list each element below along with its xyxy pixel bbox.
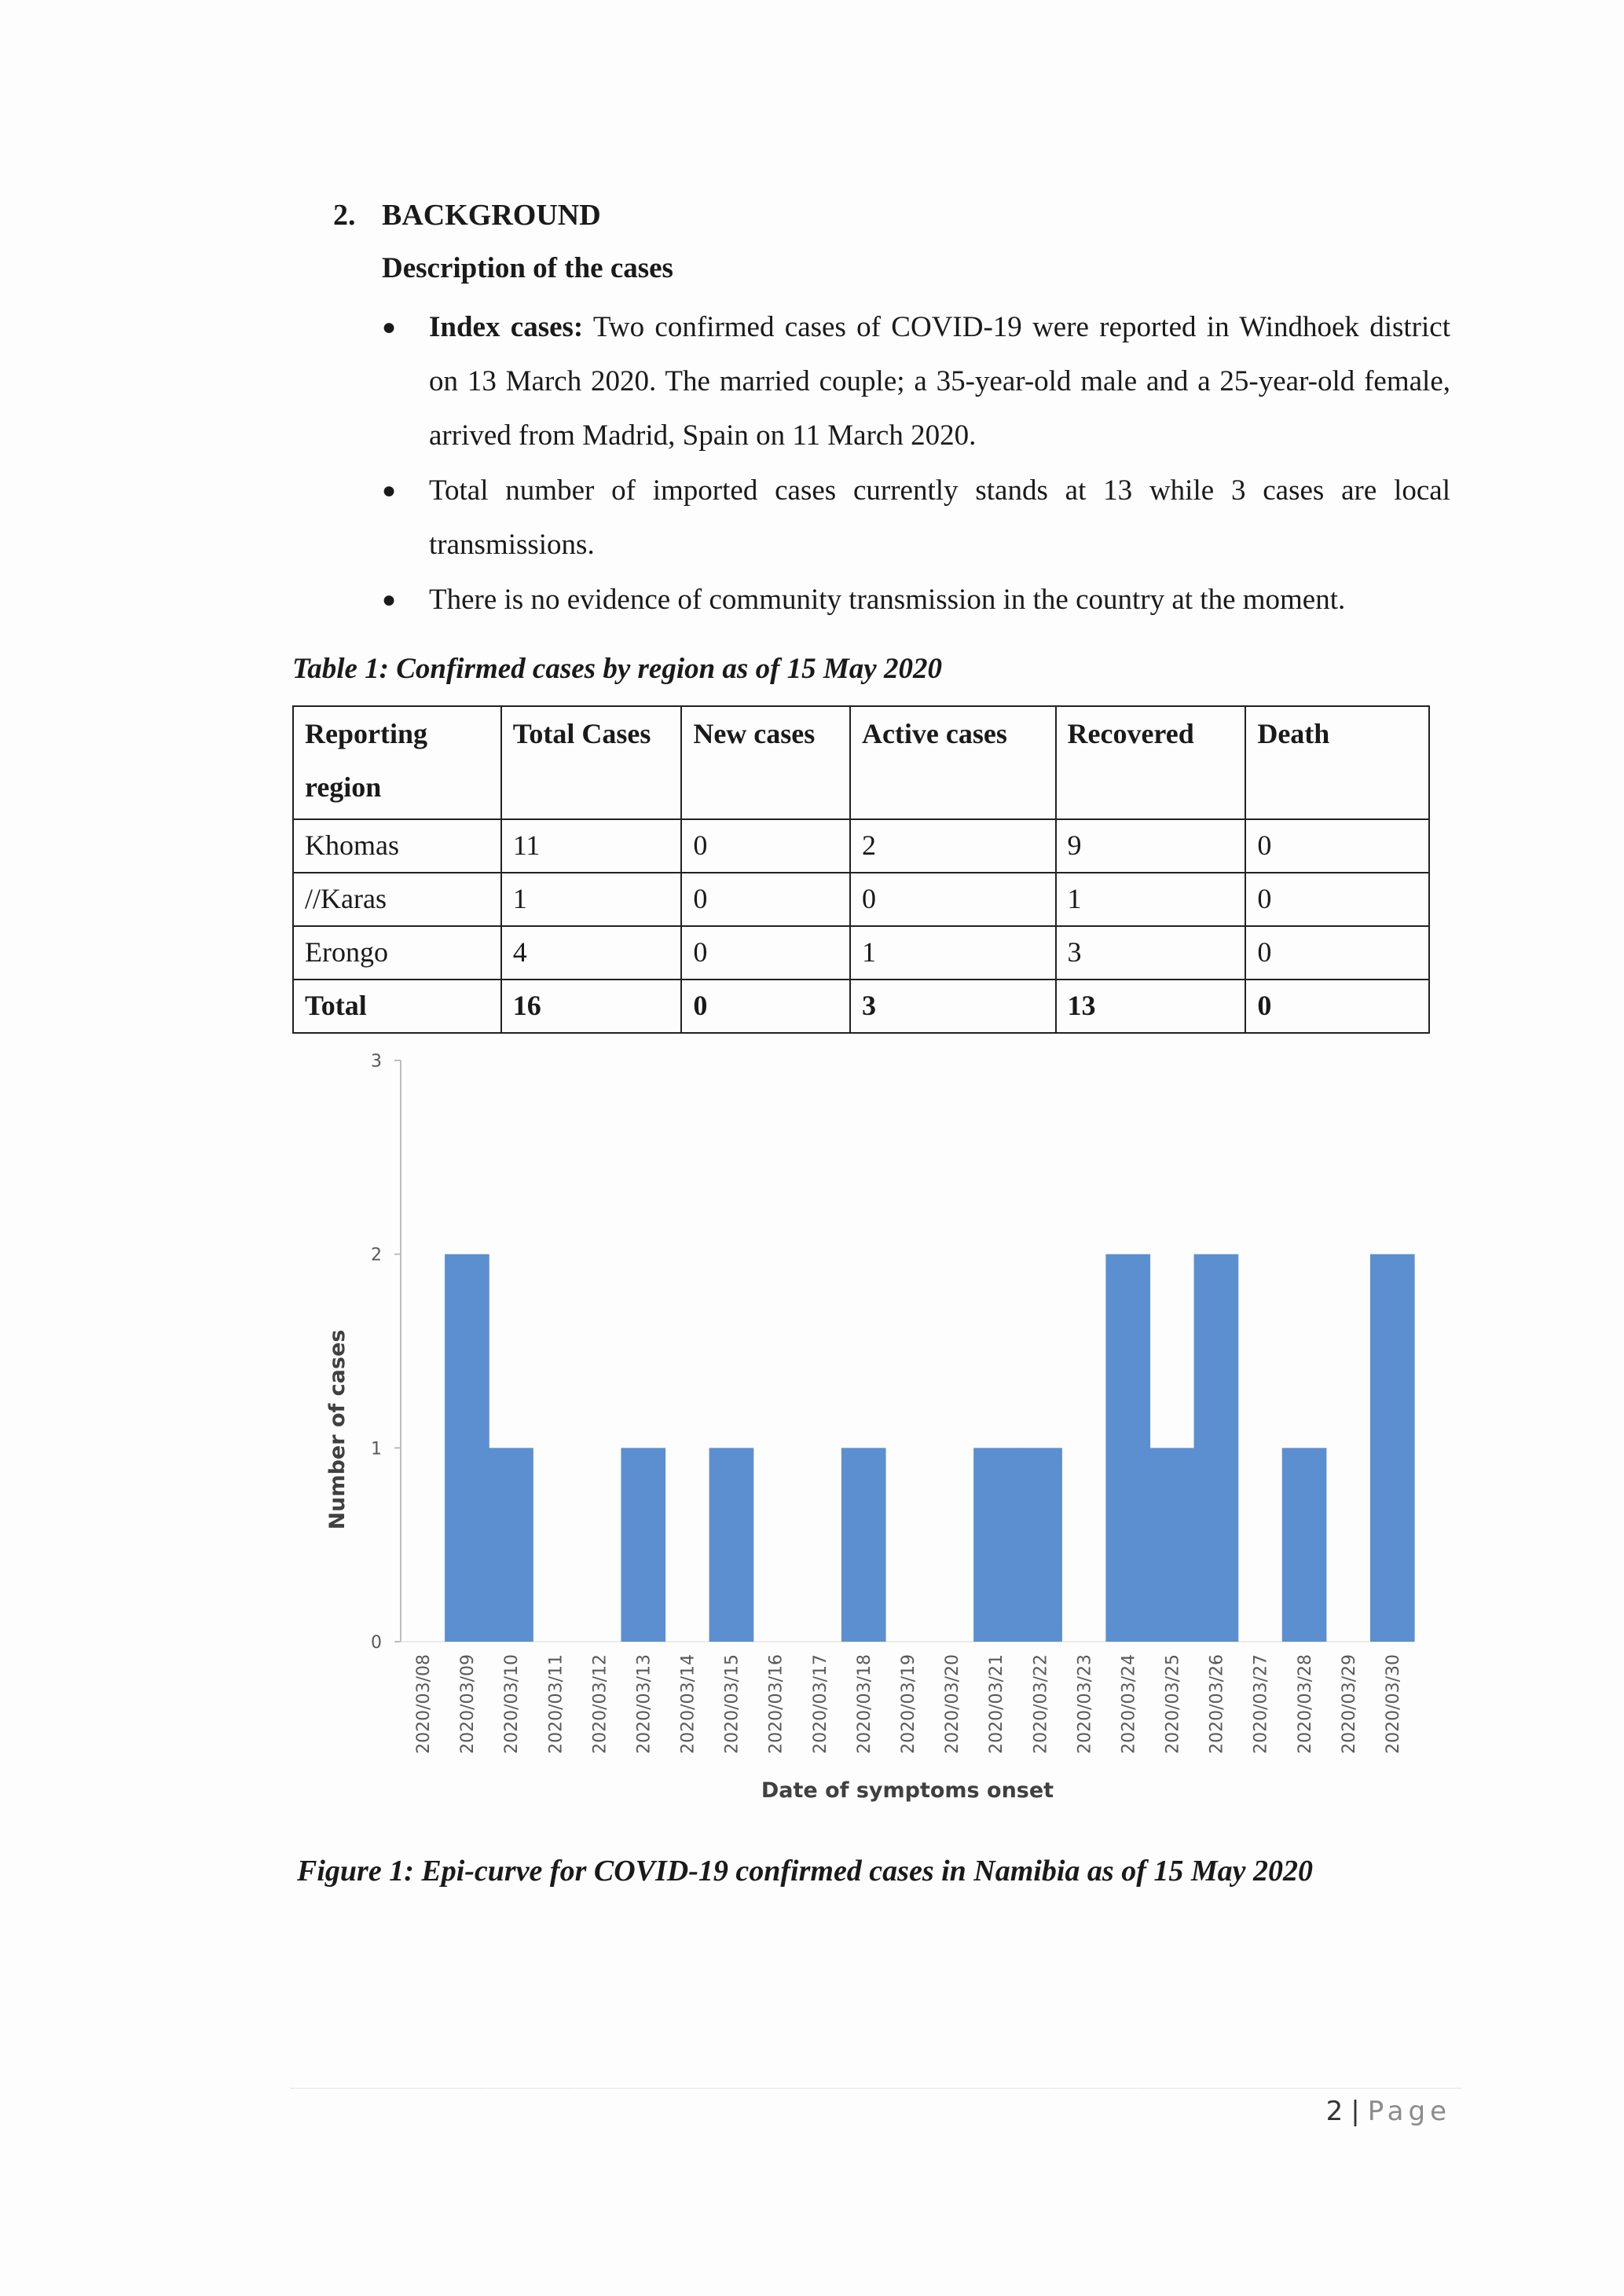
header-cell: Recovered xyxy=(1056,706,1246,819)
y-tick-label: 3 xyxy=(371,1052,382,1071)
page-footer xyxy=(1326,2096,1451,2127)
header-cell: New cases xyxy=(681,706,850,819)
bar-2020-03-13 xyxy=(621,1448,665,1642)
table-header-row xyxy=(293,706,1429,819)
bullet-text: Two confirmed cases of COVID-19 were reported in Windhoek district on 13 March 2020. The married couple; a 35-year-old male and a 25-year-old female, arrived from Madrid, Spain on 11 March 2020. xyxy=(429,311,1450,452)
table-row xyxy=(293,819,1429,873)
bullet-item xyxy=(382,463,1450,572)
x-tick-label: 2020/03/16 xyxy=(766,1654,786,1754)
y-tick-label: 2 xyxy=(371,1245,382,1265)
bullet-lead: Index cases: xyxy=(429,311,584,343)
table-cell: 3 xyxy=(850,980,1056,1033)
page-number: 2 xyxy=(1325,2096,1344,2127)
x-tick-label: 2020/03/22 xyxy=(1031,1654,1051,1754)
bar-2020-03-22 xyxy=(1017,1448,1062,1642)
footer-divider xyxy=(291,2088,1461,2089)
table-cell: 0 xyxy=(681,819,850,873)
x-tick-label: 2020/03/15 xyxy=(722,1654,742,1754)
x-tick-label: 2020/03/17 xyxy=(810,1654,830,1754)
bar-2020-03-28 xyxy=(1282,1448,1327,1642)
table-cell: 0 xyxy=(681,926,850,980)
table-cell: Khomas xyxy=(293,819,501,873)
x-tick-label: 2020/03/28 xyxy=(1295,1654,1315,1754)
table-row xyxy=(293,873,1429,926)
table-cell: 0 xyxy=(1245,926,1429,980)
y-tick-label: 0 xyxy=(371,1633,382,1653)
x-tick-label: 2020/03/12 xyxy=(590,1654,610,1754)
x-tick-label: 2020/03/20 xyxy=(943,1654,963,1754)
bar-2020-03-25 xyxy=(1149,1448,1194,1642)
x-tick-label: 2020/03/23 xyxy=(1075,1654,1095,1754)
bar-2020-03-24 xyxy=(1105,1254,1150,1642)
bar-2020-03-10 xyxy=(489,1448,533,1642)
table-cell: 0 xyxy=(681,873,850,926)
table-cell: 3 xyxy=(1056,926,1246,980)
footer-separator: | xyxy=(1351,2096,1360,2127)
bullet-icon: ● xyxy=(382,587,397,613)
x-tick-label: 2020/03/27 xyxy=(1251,1654,1271,1754)
table-cell: 1 xyxy=(501,873,682,926)
x-tick-label: 2020/03/26 xyxy=(1207,1654,1227,1754)
x-tick-label: 2020/03/21 xyxy=(987,1654,1007,1754)
y-tick-label: 1 xyxy=(371,1439,382,1459)
x-tick-label: 2020/03/19 xyxy=(899,1654,918,1754)
table-cell: 4 xyxy=(501,926,682,980)
table-cell: 0 xyxy=(1245,873,1429,926)
x-tick-label: 2020/03/08 xyxy=(414,1654,434,1754)
table-caption: Table 1: Confirmed cases by region as of 15 May 2020 xyxy=(292,653,942,685)
bar-2020-03-26 xyxy=(1194,1254,1239,1642)
table-cell: 11 xyxy=(501,819,682,873)
table-cell: 0 xyxy=(1245,819,1429,873)
x-tick-label: 2020/03/09 xyxy=(458,1654,478,1754)
x-tick-label: 2020/03/13 xyxy=(634,1654,654,1754)
header-cell: Total Cases xyxy=(501,706,682,819)
table-cell: 0 xyxy=(681,980,850,1033)
bullet-list xyxy=(382,300,1450,628)
cases-by-region-table xyxy=(292,705,1430,1034)
bullet-item xyxy=(382,573,1450,627)
header-cell: Active cases xyxy=(850,706,1056,819)
bullet-text: There is no evidence of community transmission in the country at the moment. xyxy=(429,584,1346,616)
bullet-item xyxy=(382,300,1450,463)
x-tick-label: 2020/03/29 xyxy=(1339,1654,1359,1754)
x-tick-label: 2020/03/24 xyxy=(1119,1654,1139,1754)
section-subtitle: Description of the cases xyxy=(382,252,673,284)
table-cell: 0 xyxy=(850,873,1056,926)
section-number: 2. xyxy=(333,199,356,232)
table-cell: 2 xyxy=(850,819,1056,873)
x-tick-label: 2020/03/14 xyxy=(678,1654,698,1754)
bar-2020-03-30 xyxy=(1370,1254,1415,1642)
x-axis-title: Date of symptoms onset xyxy=(761,1778,1054,1803)
x-tick-label: 2020/03/10 xyxy=(502,1654,522,1754)
section-title: BACKGROUND xyxy=(382,199,601,232)
table-cell: Total xyxy=(293,980,501,1033)
table-total-row xyxy=(293,980,1429,1033)
figure-caption: Figure 1: Epi-curve for COVID-19 confirmed cases in Namibia as of 15 May 2020 xyxy=(297,1855,1314,1888)
epi-curve-svg xyxy=(299,1037,1446,1822)
bullet-icon: ● xyxy=(382,478,397,504)
table-cell: 9 xyxy=(1056,819,1246,873)
bullet-text: Total number of imported cases currently stands at 13 while 3 cases are local transmissions. xyxy=(429,474,1450,561)
bar-2020-03-15 xyxy=(709,1448,754,1642)
page-label: Page xyxy=(1367,2096,1451,2127)
table-cell: Erongo xyxy=(293,926,501,980)
table-row xyxy=(293,926,1429,980)
bullet-icon: ● xyxy=(382,314,397,340)
header-cell: Reporting region xyxy=(293,706,501,819)
table-cell: 1 xyxy=(1056,873,1246,926)
table-cell: 0 xyxy=(1245,980,1429,1033)
table-cell: //Karas xyxy=(293,873,501,926)
header-cell: Death xyxy=(1245,706,1429,819)
bar-2020-03-21 xyxy=(973,1448,1018,1642)
x-tick-label: 2020/03/11 xyxy=(546,1654,566,1754)
bar-2020-03-18 xyxy=(841,1448,886,1642)
table-cell: 13 xyxy=(1056,980,1246,1033)
x-tick-label: 2020/03/30 xyxy=(1383,1654,1403,1754)
table-cell: 16 xyxy=(501,980,682,1033)
bar-2020-03-09 xyxy=(445,1254,489,1642)
y-axis-title: Number of cases xyxy=(325,1329,350,1530)
x-tick-label: 2020/03/18 xyxy=(854,1654,874,1754)
section-heading xyxy=(333,198,601,233)
x-tick-label: 2020/03/25 xyxy=(1163,1654,1183,1754)
table-cell: 1 xyxy=(850,926,1056,980)
epi-curve-chart xyxy=(299,1037,1446,1822)
